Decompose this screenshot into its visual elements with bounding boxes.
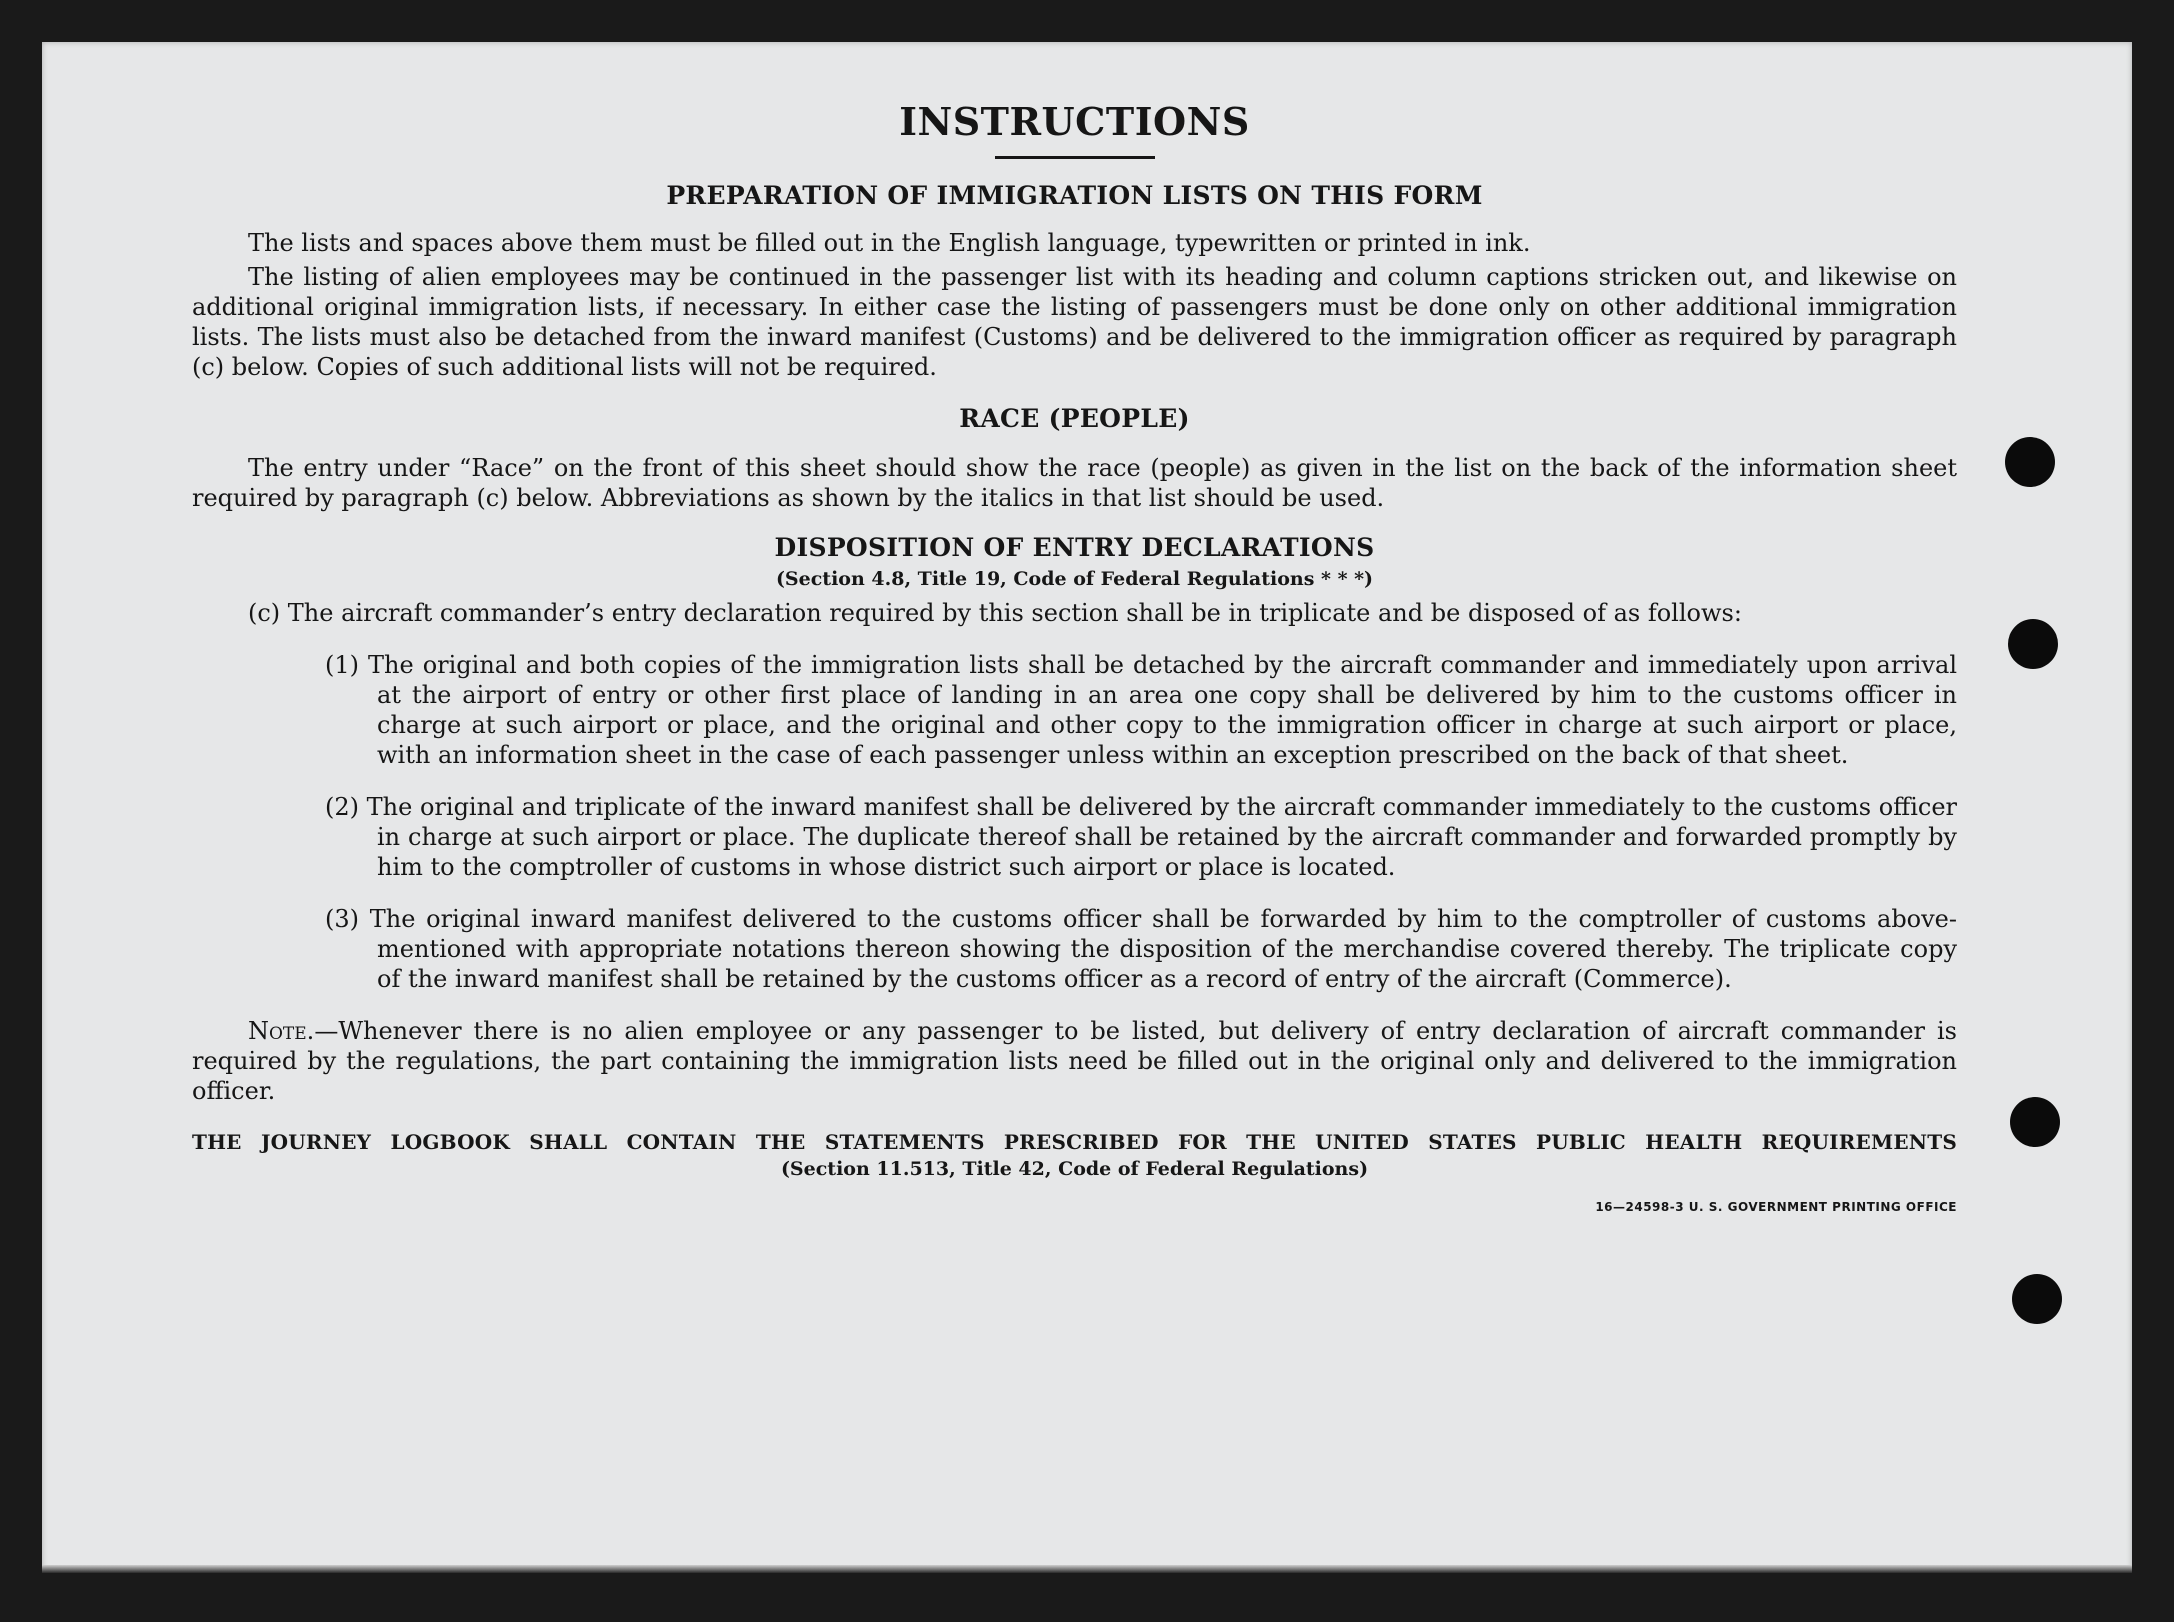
paragraph-listing: The listing of alien employees may be continued in the passenger list with its heading and column captions stricken out, and likewise on additional original immigration lists, if necessary. In either case the listing of passengers must be done only on other additional immigration lists. The lists must also be detached from the inward manifest (Customs) and be delivered to the immigration officer as required by paragraph (c) below. Copies of such additional lists will not be required. [192,263,1957,381]
title-underline [995,156,1155,159]
scan-edge [42,1565,2132,1573]
paragraph-race: The entry under “Race” on the front of this sheet should show the race (people) as given in the list on the back of the information sheet required by paragraph (c) below. Abbreviations as shown by the italics in that list should be used. [192,454,1957,512]
document-page [42,42,2132,1572]
disposition-item-1: (1) The original and both copies of the immigration lists shall be detached by the aircraft commander and immediately upon arrival at the airport of entry or other first place of landing in an area one copy shall be delivered by him to the customs officer in charge at such airport or place, and the original and other copy to the immigration officer in charge at such airport or place, with an information sheet in the case of each passenger unless within an exception prescribed on the back of that sheet. [325,651,1957,769]
punch-hole [2008,619,2058,669]
note-paragraph [192,1016,1957,1106]
section-heading-preparation: PREPARATION OF IMMIGRATION LISTS ON THIS FORM [666,181,1483,210]
punch-hole [2010,1097,2060,1147]
disposition-citation: (Section 4.8, Title 19, Code of Federal Regulations * * *) [775,568,1374,590]
note-text: —Whenever there is no alien employee or any passenger to be listed, but delivery of entry declaration of aircraft commander is required by the regulations, the part containing the immigration lists need be filled out in the original only and delivered to the immigration officer. [192,1017,1957,1105]
health-citation: (Section 11.513, Title 42, Code of Federal Regulations) [780,1158,1369,1180]
document-content [192,92,1957,1240]
paragraph-language: The lists and spaces above them must be filled out in the English language, typewritten or printed in ink. [248,229,1531,257]
disposition-item-2: (2) The original and triplicate of the inward manifest shall be delivered by the aircraft commander immediately to the customs officer in charge at such airport or place. The duplicate thereof shall be retained by the aircraft commander and forwarded promptly by him to the comptroller of customs in whose district such airport or place is located. [325,793,1957,881]
punch-hole [2005,437,2055,487]
health-requirements-line: THE JOURNEY LOGBOOK SHALL CONTAIN THE STATEMENTS PRESCRIBED FOR THE UNITED STATES PUBLIC HEALTH REQUIREMENTS [192,1130,1957,1154]
disposition-lead: (c) The aircraft commander’s entry declaration required by this section shall be in triplicate and be disposed of as follows: [248,599,1742,627]
section-heading-race: RACE (PEOPLE) [959,404,1190,433]
punch-hole [2012,1274,2062,1324]
printing-office-code: 16—24598-3 U. S. GOVERNMENT PRINTING OFFICE [1595,1200,1957,1214]
section-heading-disposition: DISPOSITION OF ENTRY DECLARATIONS [774,533,1375,562]
page-title: INSTRUCTIONS [899,99,1250,144]
disposition-item-3: (3) The original inward manifest delivered to the customs officer shall be forwarded by him to the comptroller of customs above-mentioned with appropriate notations thereon showing the disposition of the merchandise covered thereby. The triplicate copy of the inward manifest shall be retained by the customs officer as a record of entry of the aircraft (Commerce). [325,905,1957,993]
note-label: Note. [248,1017,315,1045]
